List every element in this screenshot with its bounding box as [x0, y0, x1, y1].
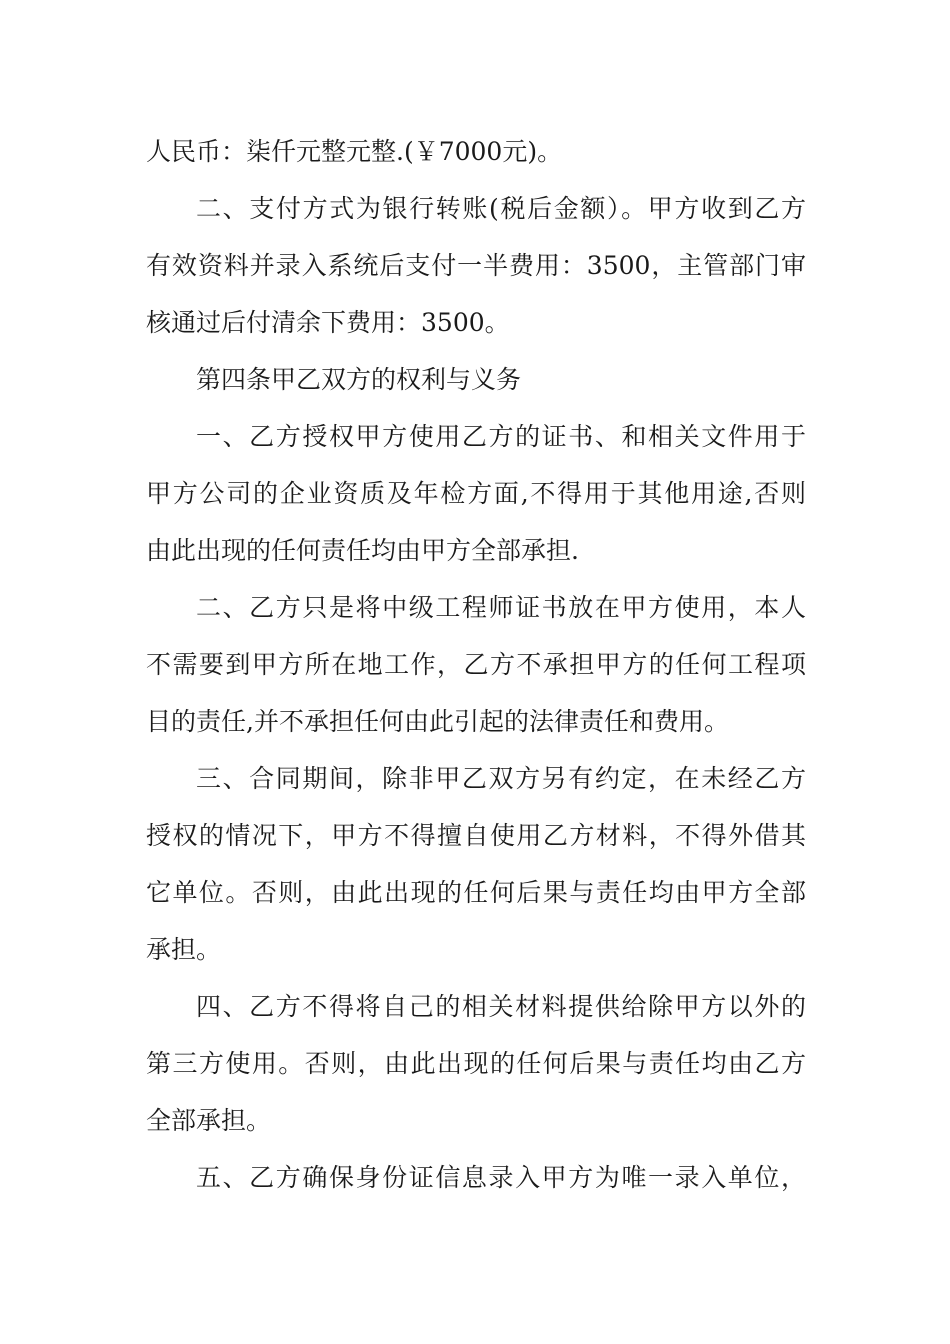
text-line-2: 二、支付方式为银行转账(税后金额）。甲方收到乙方	[196, 194, 806, 223]
text-line-14: 它单位。否则，由此出现的任何后果与责任均由甲方全部	[146, 878, 806, 907]
text-line-8: 由此出现的任何责任均由甲方全部承担.	[146, 536, 579, 565]
text-line-15: 承担。	[146, 935, 222, 964]
section-heading: 第四条甲乙双方的权利与义务	[196, 365, 522, 394]
text-line-10: 不需要到甲方所在地工作，乙方不承担甲方的任何工程项	[146, 650, 806, 679]
text-line-7: 甲方公司的企业资质及年检方面,不得用于其他用途,否则	[146, 479, 806, 508]
text-line-17: 第三方使用。否则，由此出现的任何后果与责任均由乙方	[146, 1049, 806, 1078]
text-line-18: 全部承担。	[146, 1106, 272, 1135]
text-line-12: 三、合同期间，除非甲乙双方另有约定，在未经乙方	[196, 764, 806, 793]
text-line-1: 人民币：柒仟元整元整.(￥7000元)。	[146, 137, 563, 166]
text-line-11: 目的责任,并不承担任何由此引起的法律责任和费用。	[146, 707, 729, 736]
text-line-19: 五、乙方确保身份证信息录入甲方为唯一录入单位，	[196, 1163, 806, 1192]
text-line-4: 核通过后付清余下费用：3500。	[146, 308, 510, 337]
text-line-6: 一、乙方授权甲方使用乙方的证书、和相关文件用于	[196, 422, 806, 451]
text-line-13: 授权的情况下，甲方不得擅自使用乙方材料，不得外借其	[146, 821, 806, 850]
text-line-9: 二、乙方只是将中级工程师证书放在甲方使用，本人	[196, 593, 806, 622]
text-line-3: 有效资料并录入系统后支付一半费用：3500，主管部门审	[146, 251, 806, 280]
text-line-16: 四、乙方不得将自己的相关材料提供给除甲方以外的	[196, 992, 806, 1021]
